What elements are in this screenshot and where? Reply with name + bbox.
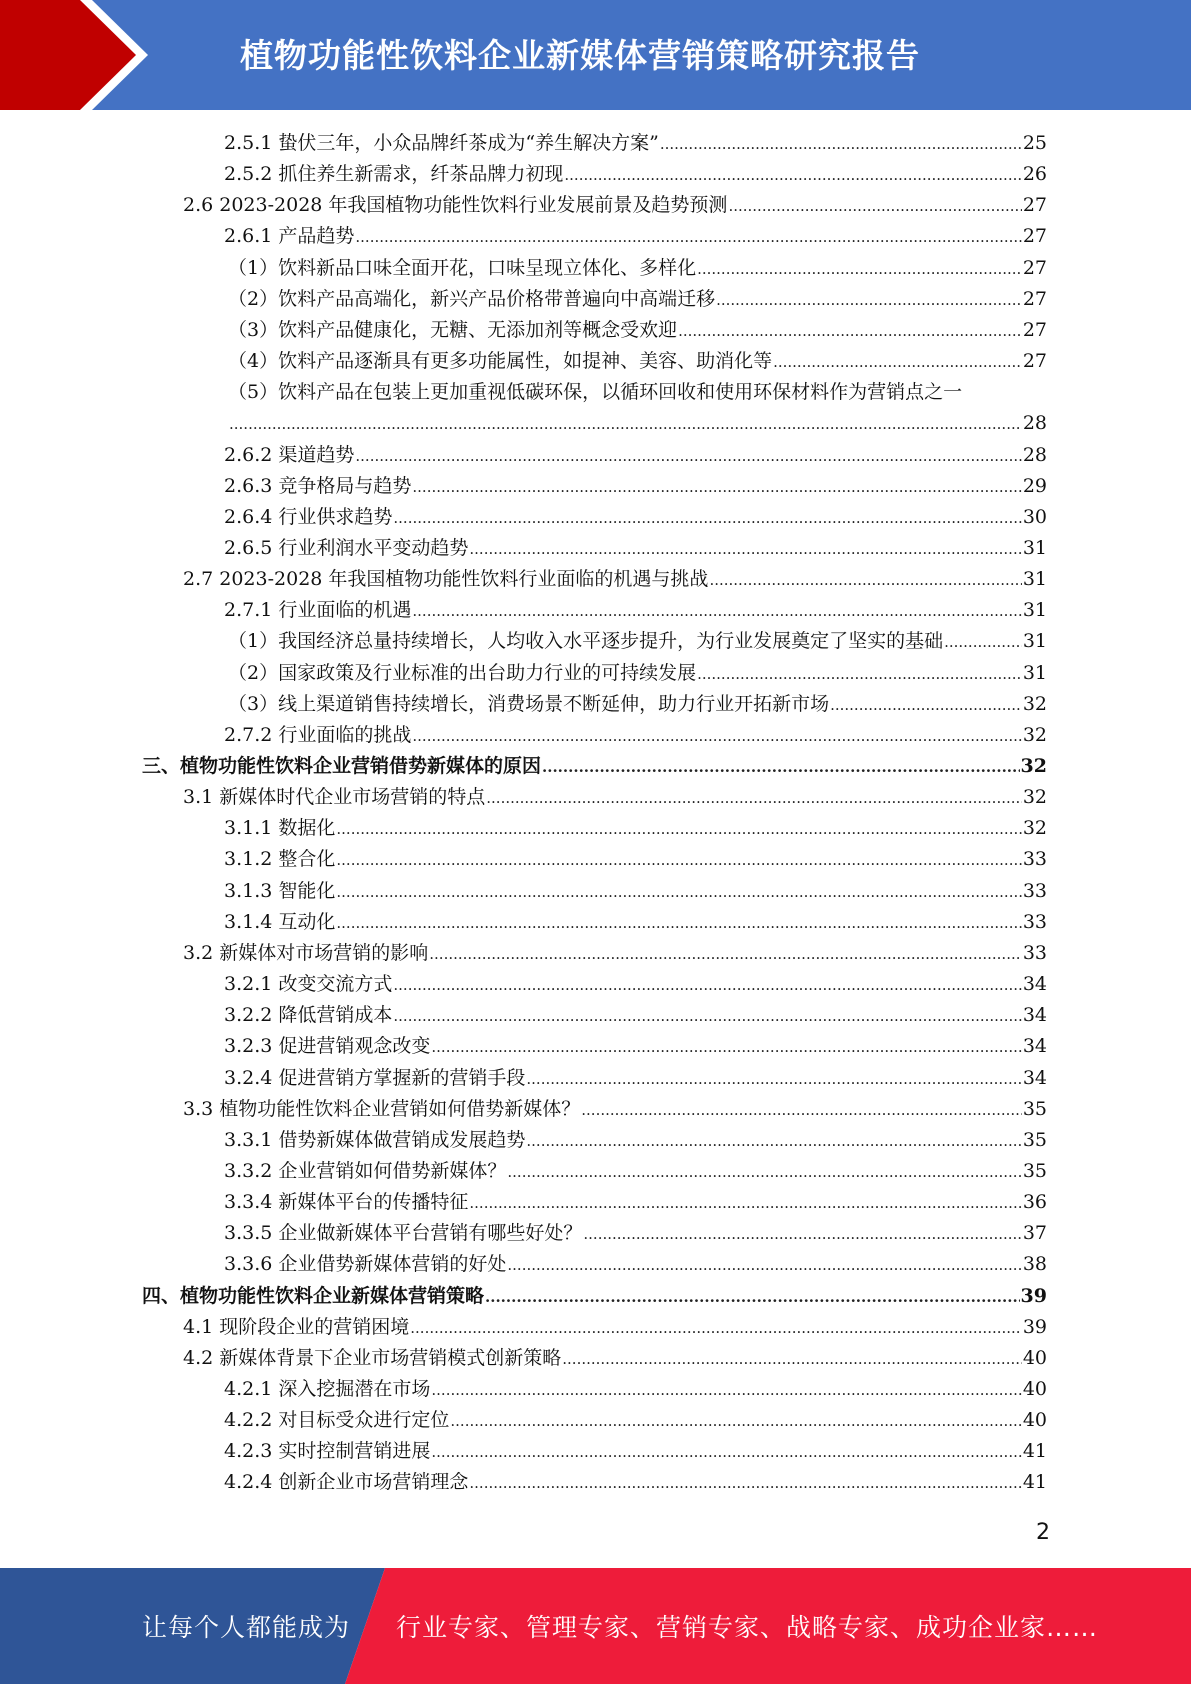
toc-leader-dots: [336, 877, 1021, 908]
toc-entry[interactable]: [224, 128, 1047, 159]
toc-leader-dots: [583, 1219, 1021, 1250]
toc-entry-title: 2.6.5 行业利润水平变动趋势: [224, 536, 469, 559]
toc-leader-dots: [678, 316, 1022, 347]
toc-entry-title: 3.2.2 降低营销成本: [224, 1004, 393, 1027]
toc-entry-title: 2.7.1 行业面临的机遇: [224, 599, 412, 622]
toc-entry[interactable]: [224, 1405, 1047, 1436]
toc-entry-page: 39: [1022, 1315, 1047, 1338]
toc-entry-title: 2.5.2 抓住养生新需求，纤茶品牌力初现: [224, 163, 564, 186]
toc-entry-title: 3.3 植物功能性饮料企业营销如何借势新媒体？: [183, 1097, 581, 1120]
toc-leader-dots: [393, 1001, 1021, 1032]
toc-leader-dots: [526, 1064, 1021, 1095]
toc-entry-title: （2）饮料产品高端化，新兴产品价格带普遍向中高端迁移: [228, 287, 716, 310]
page-footer: [0, 1568, 1191, 1684]
toc-leader-dots: [429, 939, 1022, 970]
toc-entry-title: 3.1.4 互动化: [224, 910, 336, 933]
toc-entry-title: 2.5.1 蛰伏三年，小众品牌纤茶成为“养生解决方案”: [224, 132, 659, 154]
toc-entry[interactable]: [228, 315, 1047, 346]
toc-entry[interactable]: [224, 844, 1047, 875]
toc-leader-dots: [336, 908, 1021, 939]
toc-entry[interactable]: [224, 533, 1047, 564]
toc-entry-title: 3.3.2 企业营销如何借势新媒体？: [224, 1159, 507, 1182]
toc-entry-page: 35: [1022, 1159, 1047, 1182]
toc-entry[interactable]: [228, 346, 1047, 377]
toc-entry-page: 31: [1022, 661, 1047, 684]
toc-entry[interactable]: [183, 190, 1047, 221]
toc-entry[interactable]: [224, 720, 1047, 751]
toc-leader-dots: [431, 1375, 1021, 1406]
toc-entry-title: 3.3.6 企业借势新媒体营销的好处: [224, 1253, 507, 1276]
toc-entry-page: 40: [1022, 1346, 1047, 1369]
toc-entry-title: 2.6.3 竞争格局与趋势: [224, 474, 412, 497]
toc-entry-title: 2.7.2 行业面临的挑战: [224, 723, 412, 746]
toc-entry-title: 2.6.2 渠道趋势: [224, 443, 355, 466]
toc-entry-page: 28: [1022, 443, 1047, 466]
toc-entry[interactable]: [224, 1467, 1047, 1498]
page-number: 2: [1036, 1520, 1050, 1545]
toc-entry-title: 3.2.4 促进营销方掌握新的营销手段: [224, 1066, 526, 1089]
toc-entry-title: 3.3.1 借势新媒体做营销成发展趋势: [224, 1128, 526, 1151]
toc-leader-dots: [431, 1032, 1021, 1063]
toc-entry[interactable]: [142, 751, 1047, 782]
page-header: [0, 0, 1191, 110]
toc-entry-title: 3.1.2 整合化: [224, 848, 336, 871]
toc-leader-dots: [469, 1468, 1021, 1499]
toc-entry[interactable]: [224, 159, 1047, 190]
toc-entry[interactable]: [224, 1436, 1047, 1467]
toc-entry-title: 4.2 新媒体背景下企业市场营销模式创新策略: [183, 1346, 562, 1369]
toc-entry-page: 40: [1022, 1409, 1047, 1432]
toc-leader-dots: [697, 254, 1022, 285]
toc-leader-dots: [412, 472, 1021, 503]
toc-entry-page: 28: [1022, 412, 1047, 435]
toc-leader-dots: [410, 1313, 1022, 1344]
toc-entry-page: 25: [1022, 132, 1047, 154]
toc-entry[interactable]: [224, 1218, 1047, 1249]
toc-entry[interactable]: [224, 1156, 1047, 1187]
toc-entry-title: 2.6 2023-2028 年我国植物功能性饮料行业发展前景及趋势预测: [183, 194, 728, 217]
toc-entry-title: （1）我国经济总量持续增长，人均收入水平逐步提升，为行业发展奠定了坚实的基础: [228, 630, 944, 653]
toc-entry[interactable]: [142, 1281, 1047, 1312]
toc-entry-page: 33: [1022, 910, 1047, 933]
toc-entry-title: （2）国家政策及行业标准的出台助力行业的可持续发展: [228, 661, 697, 684]
toc-leader-dots: [716, 285, 1022, 316]
toc-leader-dots: [469, 1188, 1021, 1219]
toc-entry-page: 27: [1022, 256, 1047, 279]
toc-leader-dots: [469, 534, 1021, 565]
toc-entry-page: 40: [1022, 1378, 1047, 1400]
toc-entry-page: 34: [1022, 1004, 1047, 1027]
toc-entry-page: 35: [1022, 1128, 1047, 1151]
toc-entry-title: 4.2.1 深入挖掘潜在市场: [224, 1378, 431, 1400]
toc-entry-page: 32: [1020, 755, 1047, 777]
toc-entry-title: 3.2.1 改变交流方式: [224, 973, 393, 996]
toc-entry-page: 31: [1022, 568, 1047, 591]
toc-entry-page: 27: [1022, 318, 1047, 341]
footer-slogan-right: 行业专家、管理专家、营销专家、战略专家、成功企业家……: [396, 1613, 1099, 1642]
toc-entry-page: 33: [1022, 879, 1047, 902]
toc-entry-title: 2.6.1 产品趋势: [224, 225, 355, 248]
toc-entry-page: 34: [1022, 1066, 1047, 1089]
toc-entry-page: 41: [1022, 1440, 1047, 1463]
toc-entry[interactable]: [224, 471, 1047, 502]
toc-leader-dots: [450, 1406, 1021, 1437]
toc-leader-dots: [393, 970, 1021, 1001]
toc-leader-dots: [486, 783, 1022, 814]
toc-entry-page: 37: [1022, 1222, 1047, 1245]
toc-entry-page: 31: [1022, 599, 1047, 622]
toc-entry-page: 27: [1022, 287, 1047, 310]
toc-entry-page: 32: [1022, 786, 1047, 809]
toc-entry[interactable]: [224, 969, 1047, 1000]
toc-leader-dots: [564, 160, 1021, 191]
toc-entry-title: 4.2.3 实时控制营销进展: [224, 1440, 431, 1463]
toc-leader-dots: [581, 1095, 1022, 1126]
toc-entry-page: 32: [1022, 817, 1047, 840]
toc-entry-page: 31: [1022, 630, 1047, 653]
toc-leader-dots: [336, 845, 1021, 876]
toc-leader-dots: [944, 627, 1022, 658]
toc-entry-title: 2.6.4 行业供求趋势: [224, 505, 393, 528]
toc-entry[interactable]: [183, 1312, 1047, 1343]
toc-entry[interactable]: [228, 626, 1047, 657]
toc-entry-title: 4.1 现阶段企业的营销困境: [183, 1315, 410, 1338]
toc-entry[interactable]: [224, 440, 1047, 471]
toc-entry-title: 3.1.1 数据化: [224, 817, 336, 840]
toc-leader-dots: [507, 1250, 1021, 1281]
toc-entry-page: 33: [1022, 848, 1047, 871]
toc-entry-title: 3.1.3 智能化: [224, 879, 336, 902]
toc-entry[interactable]: [228, 284, 1047, 315]
toc-entry[interactable]: [224, 1000, 1047, 1031]
toc-leader-dots: [336, 814, 1021, 845]
report-title: 植物功能性饮料企业新媒体营销策略研究报告: [240, 36, 920, 75]
toc-leader-dots: [728, 191, 1021, 222]
toc-leader-dots: [773, 347, 1022, 378]
toc-leader-dots: [562, 1344, 1022, 1375]
toc-leader-dots: [412, 721, 1021, 752]
toc-entry-title: 4.2.4 创新企业市场营销理念: [224, 1471, 469, 1494]
toc-entry[interactable]: [224, 1125, 1047, 1156]
toc-entry-title: 3.2.3 促进营销观念改变: [224, 1035, 431, 1058]
toc-leader-dots: [526, 1126, 1021, 1157]
toc-entry-title: 4.2.2 对目标受众进行定位: [224, 1409, 450, 1432]
toc-entry[interactable]: [228, 658, 1047, 689]
toc-entry[interactable]: [183, 564, 1047, 595]
toc-entry[interactable]: [183, 782, 1047, 813]
toc-leader-dots: [229, 409, 1022, 440]
toc-entry-title: 3.3.4 新媒体平台的传播特征: [224, 1191, 469, 1214]
toc-entry-title: 3.3.5 企业做新媒体平台营销有哪些好处？: [224, 1222, 583, 1245]
toc-entry-page: 32: [1022, 692, 1047, 715]
toc-entry-title: 3.1 新媒体时代企业市场营销的特点: [183, 786, 486, 809]
toc-entry-title: （1）饮料新品口味全面开花，口味呈现立体化、多样化: [228, 256, 697, 279]
toc-entry-title: （3）线上渠道销售持续增长，消费场景不断延伸，助力行业开拓新市场: [228, 692, 830, 715]
toc-leader-dots: [542, 752, 1020, 783]
toc-entry-page: 27: [1022, 350, 1047, 373]
toc-entry-page: 27: [1022, 194, 1047, 217]
toc-entry[interactable]: [228, 377, 1047, 439]
footer-slogan-left: 让每个人都能成为: [142, 1613, 351, 1642]
toc-leader-dots: [431, 1437, 1021, 1468]
toc-entry-page: 38: [1022, 1253, 1047, 1276]
toc-entry-title: （5）饮料产品在包装上更加重视低碳环保，以循环回收和使用环保材料作为营销点之一: [228, 381, 963, 404]
toc-entry[interactable]: [224, 1374, 1047, 1405]
toc-leader-dots: [355, 222, 1021, 253]
toc-entry[interactable]: [224, 1187, 1047, 1218]
toc-entry[interactable]: [224, 502, 1047, 533]
toc-leader-dots: [660, 129, 1022, 160]
toc-entry-page: 26: [1022, 163, 1047, 186]
toc-entry-page: 35: [1022, 1097, 1047, 1120]
toc-entry[interactable]: [224, 876, 1047, 907]
toc-entry[interactable]: [183, 1343, 1047, 1374]
toc-entry[interactable]: [224, 813, 1047, 844]
toc-entry-page: 41: [1022, 1471, 1047, 1494]
toc-leader-dots: [507, 1157, 1021, 1188]
toc-leader-dots: [830, 690, 1022, 721]
toc-entry-page: 34: [1022, 1035, 1047, 1058]
toc-entry-page: 27: [1022, 225, 1047, 248]
toc-entry[interactable]: [224, 1031, 1047, 1062]
toc-leader-dots: [393, 503, 1021, 534]
toc-entry-title: 3.2 新媒体对市场营销的影响: [183, 941, 429, 964]
toc-entry-title: （3）饮料产品健康化，无糖、无添加剂等概念受欢迎: [228, 318, 678, 341]
toc-leader-dots: [355, 441, 1021, 472]
toc-entry-page: 32: [1022, 723, 1047, 746]
toc-entry-page: 36: [1022, 1191, 1047, 1214]
toc-entry[interactable]: [228, 689, 1047, 720]
toc-entry-title: 2.7 2023-2028 年我国植物功能性饮料行业面临的机遇与挑战: [183, 568, 709, 591]
toc-entry[interactable]: [224, 907, 1047, 938]
toc-entry[interactable]: [228, 253, 1047, 284]
toc-leader-dots: [485, 1282, 1020, 1313]
toc-entry-page: 30: [1022, 505, 1047, 528]
toc-entry-page: 33: [1022, 941, 1047, 964]
toc-entry[interactable]: [224, 1249, 1047, 1280]
toc-entry[interactable]: [224, 595, 1047, 626]
toc-leader-dots: [709, 565, 1021, 596]
toc-entry-page: 29: [1022, 474, 1047, 497]
toc-leader-dots: [697, 659, 1022, 690]
toc-entry[interactable]: [183, 938, 1047, 969]
toc-entry-title: 四、植物功能性饮料企业新媒体营销策略: [142, 1284, 485, 1307]
toc-entry-page: 39: [1020, 1284, 1047, 1307]
toc-entry-title: 三、植物功能性饮料企业营销借势新媒体的原因: [142, 755, 542, 777]
toc-entry-title: （4）饮料产品逐渐具有更多功能属性，如提神、美容、助消化等: [228, 350, 773, 373]
toc-entry-page: 31: [1022, 536, 1047, 559]
toc-entry-page: 34: [1022, 973, 1047, 996]
toc-leader-dots: [412, 596, 1021, 627]
toc-entry[interactable]: [183, 1094, 1047, 1125]
toc-entry[interactable]: [224, 1063, 1047, 1094]
toc-entry[interactable]: [224, 221, 1047, 252]
